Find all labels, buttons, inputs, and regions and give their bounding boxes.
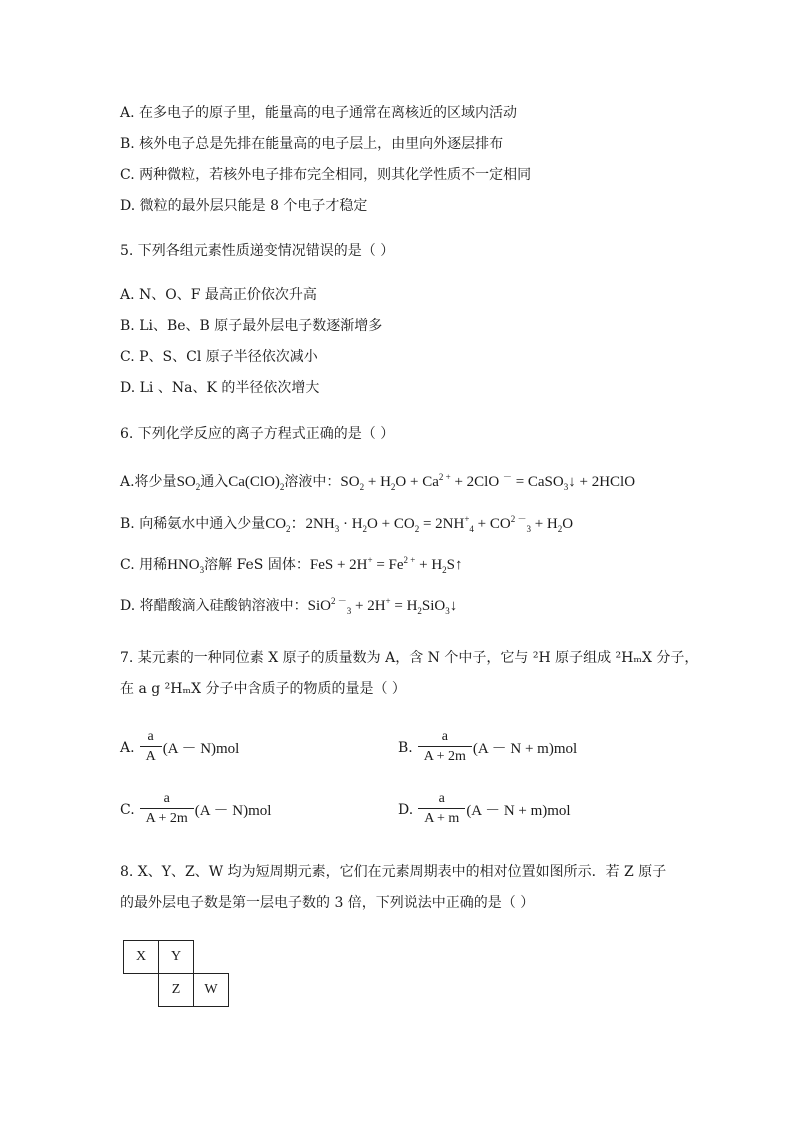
q6-option-a: A.将少量$SO_2$通入$Ca(ClO)_2$溶液中：$SO_2 + H_2O + Ca^{2 +} + 2ClO$ － = CaSO$_3$↓ + 2HClO xyxy=(120,472,636,492)
q6-d-prefix: D. 将醋酸滴入硅酸钠溶液中： xyxy=(120,598,308,614)
q6-c-mid: 溶解 FeS 固体： xyxy=(204,557,310,573)
q6-option-b: B. 向稀氨水中通入少量$CO_2$：$2NH_3 \cdot H_2O + CO_2 = 2NH^+_4 + CO^{2 -}_3 + H_2O$ xyxy=(120,514,574,534)
q7-option-b xyxy=(398,728,577,767)
q5-option-d: D. Li 、Na、K 的半径依次增大 xyxy=(120,380,320,396)
cell-empty xyxy=(124,974,159,1007)
q4-option-b: B. 核外电子总是先排在能量高的电子层上，由里向外逐层排布 xyxy=(120,136,504,152)
q7-d-rest: (A － N + m)mol xyxy=(466,803,571,819)
q4-option-a: A. 在多电子的原子里，能量高的电子通常在离核近的区域内活动 xyxy=(120,105,518,121)
q7-d-label: D. xyxy=(398,801,414,818)
q6-option-c: C. 用稀$HNO_3$溶解 FeS 固体：FeS + $2H^+ = Fe^{2 +}$ + $H_2S↑$ xyxy=(120,555,463,575)
q7-b-label: B. xyxy=(398,739,413,756)
q6-option-d: D. 将醋酸滴入硅酸钠溶液中：$SiO^{2 -}_3 + 2H^+ = H_2SiO_3↓$ xyxy=(120,596,458,616)
q5-option-b: B. Li、Be、B 原子最外层电子数逐渐增多 xyxy=(120,318,383,334)
cell-z: Z xyxy=(159,974,194,1007)
q7-option-d xyxy=(398,790,571,829)
q7-c-label: C. xyxy=(120,801,135,818)
q5-option-a: A. N、O、F 最高正价依次升高 xyxy=(120,287,317,303)
q7-stem-line1: 7. 某元素的一种同位素 X 原子的质量数为 A，含 N 个中子，它与 ²H 原子组成 ²HₘX 分子， xyxy=(120,650,699,666)
q7-option-c xyxy=(120,790,271,829)
cell-w: W xyxy=(194,974,229,1007)
q6-c-prefix: C. 用稀 xyxy=(120,557,168,573)
q7-a-fraction: $\frac{a}{A}$ xyxy=(140,728,162,767)
q7-c-fraction: $\frac{a}{A + 2m}$ xyxy=(140,790,194,829)
q4-option-d: D. 微粒的最外层只能是 8 个电子才稳定 xyxy=(120,198,368,214)
q5-stem: 5. 下列各组元素性质递变情况错误的是（ ） xyxy=(120,243,395,259)
cell-empty xyxy=(194,941,229,974)
q7-option-a xyxy=(120,728,239,767)
q6-b-prefix: B. 向稀氨水中通入少量 xyxy=(120,516,266,532)
q6-stem: 6. 下列化学反应的离子方程式正确的是（ ） xyxy=(120,426,395,442)
cell-y: Y xyxy=(159,941,194,974)
q6-a-prefix: A.将少量 xyxy=(120,474,177,490)
q7-d-fraction: $\frac{a}{A + m}$ xyxy=(418,790,465,829)
periodic-table-fragment xyxy=(123,940,229,1007)
cell-x: X xyxy=(124,941,159,974)
q6-a-mid2: 溶液中： xyxy=(284,474,341,490)
q7-b-fraction: $\frac{a}{A + 2m}$ xyxy=(418,728,472,767)
q7-stem-line2: 在 a g ²HₘX 分子中含质子的物质的量是（ ） xyxy=(120,681,406,697)
q7-c-rest: (A － N)mol xyxy=(194,803,272,819)
q8-stem-line2: 的最外层电子数是第一层电子数的 3 倍，下列说法中正确的是（ ） xyxy=(120,895,535,911)
q8-stem-line1: 8. X、Y、Z、W 均为短周期元素，它们在元素周期表中的相对位置如图所示．若 Z 原子 xyxy=(120,864,667,880)
q7-b-rest: (A － N + m)mol xyxy=(472,741,578,757)
q4-option-c: C. 两种微粒，若核外电子排布完全相同，则其化学性质不一定相同 xyxy=(120,167,532,183)
q7-a-rest: (A － N)mol xyxy=(162,741,240,757)
q5-option-c: C. P、S、Cl 原子半径依次减小 xyxy=(120,349,318,365)
q7-a-label: A. xyxy=(120,739,135,756)
q6-a-mid: 通入 xyxy=(200,474,229,490)
